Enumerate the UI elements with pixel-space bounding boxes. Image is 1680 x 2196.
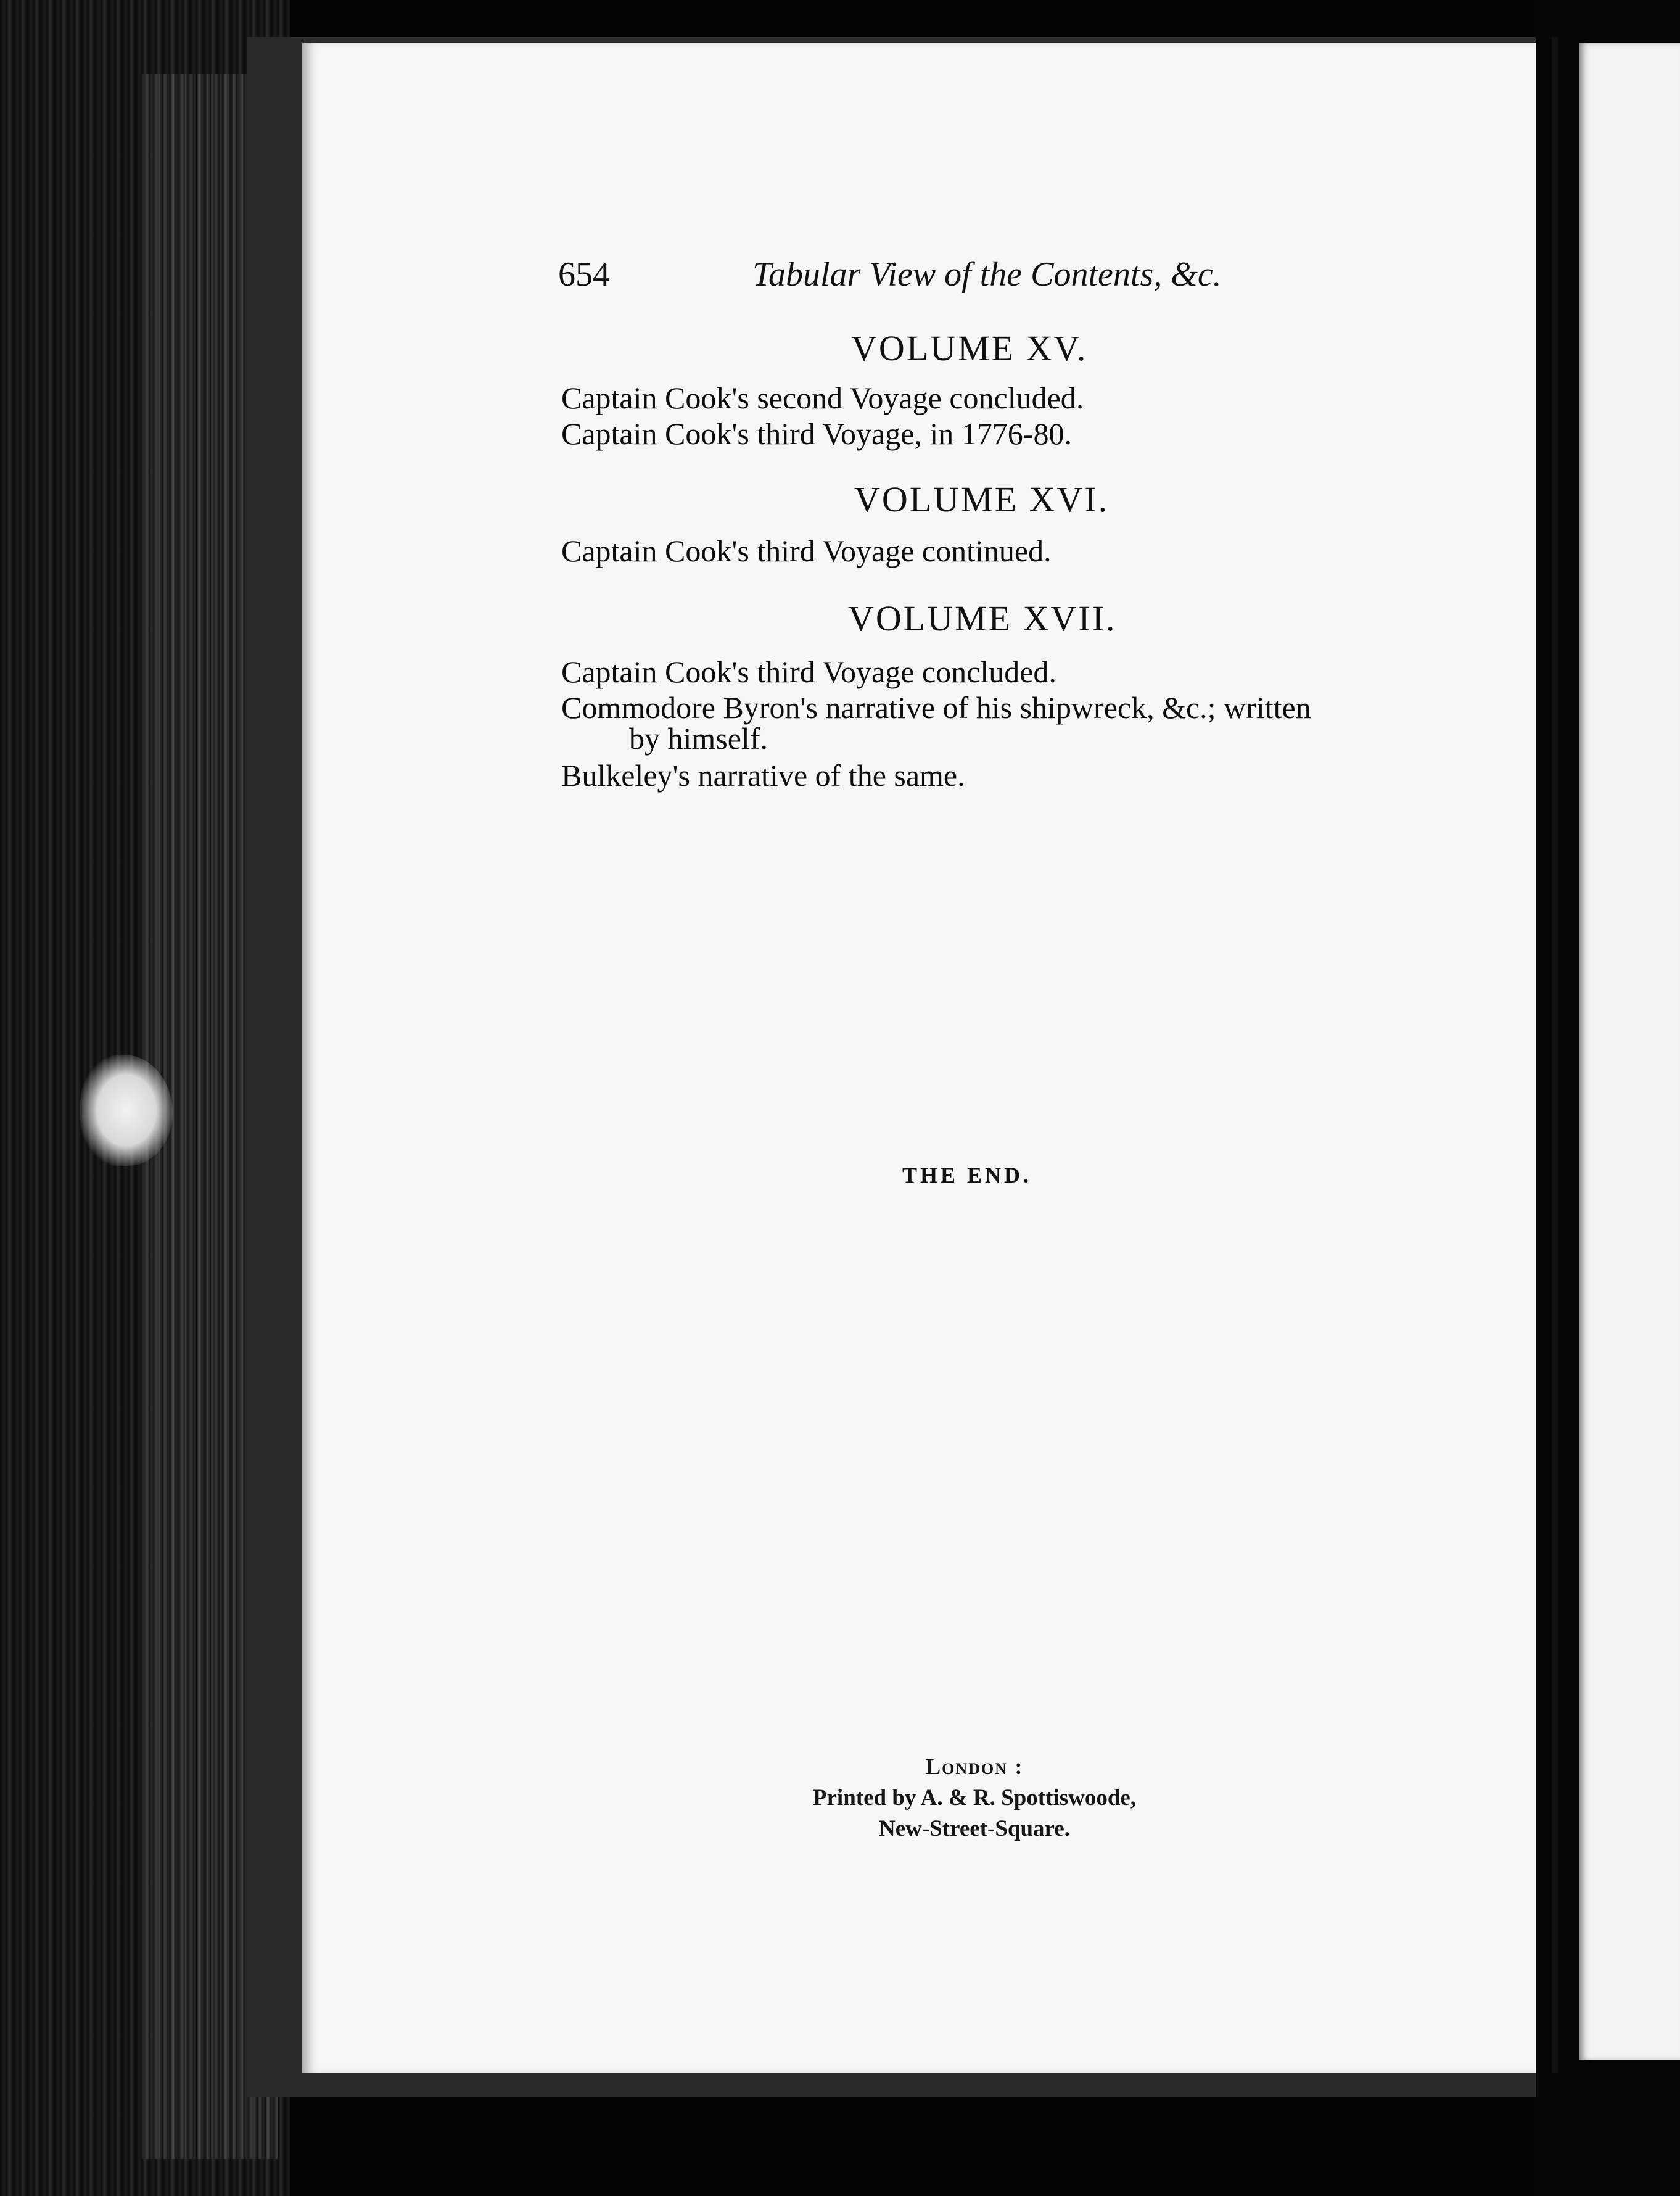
imprint-address: New-Street-Square. [879,1816,1070,1841]
the-end: THE END. [902,1163,1032,1187]
printer-imprint [789,1752,1159,1844]
contents-entry: Captain Cook's third Voyage continued. [561,534,1052,568]
facing-page-edge [1579,43,1680,2060]
volume-heading: VOLUME XV. [851,328,1088,368]
contents-entry-continuation: by himself. [629,721,768,756]
contents-entry: Captain Cook's third Voyage concluded. [561,654,1056,689]
running-head-title: Tabular View of the Contents, &c. [752,255,1222,294]
contents-entry: Commodore Byron's narrative of his shipwreck, &c.; written [561,690,1311,725]
contents-entry: Bulkeley's narrative of the same. [561,758,965,793]
volume-heading: VOLUME XVI. [854,479,1110,519]
imprint-printer: Printed by A. & R. Spottiswoode, [812,1785,1137,1810]
page-number: 654 [558,255,610,294]
volume-heading: VOLUME XVII. [848,598,1117,638]
contents-entry: Captain Cook's second Voyage concluded. [561,381,1084,415]
binding-line [1552,37,1558,2073]
imprint-city: London : [925,1754,1024,1780]
contents-entry: Captain Cook's third Voyage, in 1776-80. [561,416,1072,451]
running-head [558,253,1222,296]
